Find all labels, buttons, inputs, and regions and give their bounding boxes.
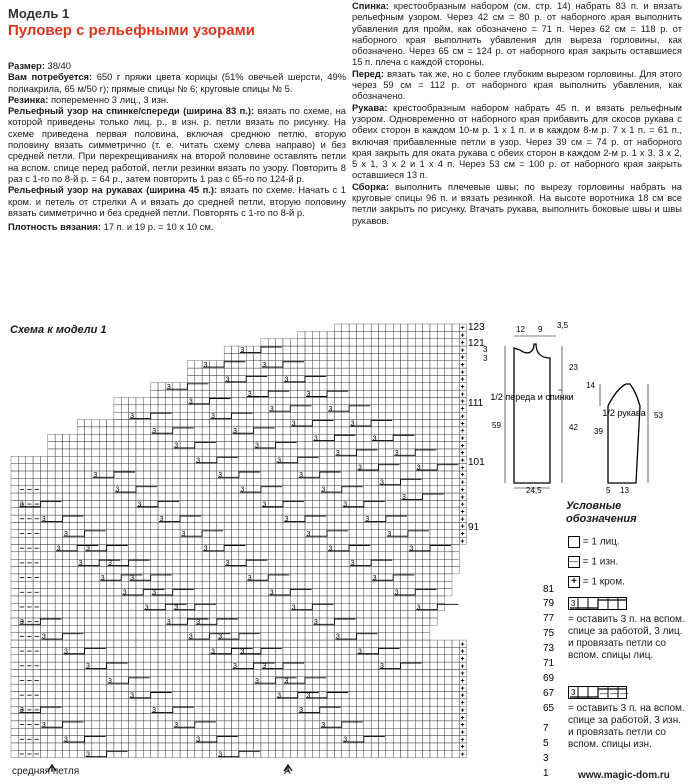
svg-text:+: + <box>460 369 465 377</box>
svg-text:+: + <box>460 486 465 494</box>
chart-title: Схема к модели 1 <box>10 324 107 336</box>
svg-text:3: 3 <box>571 688 576 697</box>
svg-text:+: + <box>460 508 465 516</box>
svg-text:3: 3 <box>86 751 90 759</box>
svg-text:+: + <box>460 744 465 752</box>
svg-text:3: 3 <box>380 479 384 487</box>
svg-text:3: 3 <box>262 663 267 671</box>
row-label: 67 <box>543 688 555 699</box>
svg-text:+: + <box>460 442 465 450</box>
svg-text:3: 3 <box>416 604 421 612</box>
svg-text:3: 3 <box>63 530 68 538</box>
svg-text:3: 3 <box>218 472 223 479</box>
svg-text:+: + <box>460 700 465 708</box>
svg-text:3: 3 <box>343 501 348 509</box>
svg-text:3: 3 <box>210 413 215 421</box>
svg-text:3: 3 <box>350 420 355 428</box>
svg-text:3: 3 <box>262 501 267 509</box>
svg-text:+: + <box>460 376 465 384</box>
svg-text:+: + <box>460 413 465 421</box>
svg-text:+: + <box>460 678 465 685</box>
svg-text:3: 3 <box>277 692 282 700</box>
svg-text:3: 3 <box>122 589 127 597</box>
svg-text:+: + <box>460 479 465 487</box>
svg-text:3: 3 <box>41 633 46 641</box>
svg-text:3: 3 <box>63 736 68 744</box>
row-label: 121 <box>468 338 485 349</box>
svg-text:+: + <box>460 729 465 737</box>
svg-text:3: 3 <box>174 604 179 612</box>
svg-text:3: 3 <box>321 721 326 729</box>
svg-text:+: + <box>460 523 465 531</box>
legend-cable-right: = оставить 3 п. на вспом. спице за работой, 3 изн. и провязать петли со вспом. спицы изн. <box>568 703 685 750</box>
svg-text:+: + <box>460 472 465 480</box>
row-label: 101 <box>468 457 485 468</box>
size-paragraph: Размер: 38/40 <box>8 60 71 71</box>
svg-text:3: 3 <box>328 405 333 413</box>
svg-text:3: 3 <box>357 648 362 656</box>
svg-text:+: + <box>460 494 465 502</box>
svg-text:3: 3 <box>291 604 296 612</box>
svg-text:3: 3 <box>196 619 201 626</box>
row-label: 123 <box>468 322 485 333</box>
svg-text:3: 3 <box>188 398 193 406</box>
cable-left-symbol-icon <box>568 597 628 611</box>
svg-text:3: 3 <box>152 589 157 597</box>
pattern-front-paragraph: Рельефный узор на спинке/спереди (ширина 83 п.): вязать по схеме, на которой приведены только лиц. р., в изн. р. петли вязать по рисунку. На схеме приведена первая половина, включая среднюю петлю, вторую половину вязать симметрично (т. е. читать схему слева направо) и без средней петли. При перекрещиваниях на второй половине оставлять петли на вспом. спице перед работой, петли резинки вязать по узору. Повторить 8 раз с 1-го по 8-й р. = 64 р., затем повторить 1 раз с 65-го по 124-й р. <box>8 105 346 184</box>
svg-text:3: 3 <box>313 435 318 443</box>
svg-text:3: 3 <box>255 442 259 450</box>
row-label: 5 <box>543 738 549 749</box>
row-label: 73 <box>543 643 555 654</box>
svg-text:+: + <box>460 692 465 700</box>
svg-text:3: 3 <box>108 677 112 685</box>
svg-text:3: 3 <box>115 486 120 494</box>
svg-text:3: 3 <box>86 663 90 671</box>
svg-text:3: 3 <box>247 574 252 582</box>
svg-text:3: 3 <box>483 345 488 354</box>
svg-text:+: + <box>460 354 465 362</box>
svg-text:+: + <box>460 516 465 524</box>
svg-text:3: 3 <box>394 589 399 597</box>
svg-text:3: 3 <box>203 545 208 553</box>
svg-text:3: 3 <box>387 530 392 538</box>
svg-text:3: 3 <box>19 501 24 509</box>
svg-text:+: + <box>460 722 465 730</box>
svg-text:+: + <box>460 751 465 759</box>
svg-text:3: 3 <box>269 589 274 597</box>
svg-text:3: 3 <box>210 648 215 656</box>
svg-text:3: 3 <box>299 472 304 479</box>
svg-text:3: 3 <box>19 619 24 626</box>
svg-text:23: 23 <box>569 363 578 372</box>
row-label: 3 <box>543 753 549 764</box>
body-schematic-label: 1/2 переда и спинки <box>490 392 574 402</box>
garment-schematics <box>480 318 689 498</box>
svg-text:3: 3 <box>41 516 46 524</box>
row-label: 111 <box>468 398 484 409</box>
row-label: 7 <box>543 723 549 734</box>
svg-text:3: 3 <box>409 545 414 553</box>
legend-knit: = 1 лиц. <box>568 536 620 549</box>
svg-text:+: + <box>460 685 465 693</box>
svg-text:3: 3 <box>196 736 201 744</box>
row-label: 91 <box>468 522 480 533</box>
row-label: 1 <box>543 768 549 779</box>
svg-text:3: 3 <box>269 405 274 413</box>
svg-text:3: 3 <box>365 516 370 524</box>
svg-text:3: 3 <box>291 420 296 428</box>
purl-symbol-icon: — <box>569 556 579 566</box>
svg-text:+: + <box>460 670 465 678</box>
svg-text:+: + <box>460 435 465 443</box>
svg-text:3: 3 <box>159 516 164 524</box>
legend-cable-left: = оставить 3 п. на вспом. спице за работой, 3 лиц. и провязать петли со вспом. спицы лиц. <box>568 614 685 661</box>
svg-text:3: 3 <box>166 383 171 391</box>
legend-title: Условные обозначения <box>566 500 637 525</box>
svg-text:3: 3 <box>240 486 245 494</box>
svg-text:3: 3 <box>56 545 61 553</box>
svg-text:3: 3 <box>255 677 259 685</box>
svg-text:53: 53 <box>654 411 663 420</box>
svg-text:+: + <box>460 450 465 458</box>
svg-text:3: 3 <box>218 751 223 759</box>
legend-edge: + = 1 кром. <box>568 576 625 589</box>
svg-text:3: 3 <box>93 472 98 479</box>
watermark: www.magic-dom.ru <box>578 770 670 781</box>
svg-text:3: 3 <box>144 604 149 612</box>
svg-text:3: 3 <box>225 560 230 568</box>
model-label: Модель 1 <box>8 6 70 21</box>
svg-text:— — —: — — — <box>600 689 629 698</box>
arrow-a-label: А <box>284 766 291 777</box>
sleeve-schematic-label: 1/2 рукава <box>602 408 646 418</box>
svg-text:3,5: 3,5 <box>557 321 569 330</box>
svg-text:+: + <box>460 391 465 399</box>
svg-text:+: + <box>460 531 465 538</box>
svg-text:+: + <box>460 457 465 465</box>
svg-text:3: 3 <box>196 457 201 465</box>
svg-text:39: 39 <box>594 427 603 436</box>
svg-text:3: 3 <box>350 560 355 568</box>
svg-text:+: + <box>460 707 465 715</box>
row-label: 77 <box>543 613 555 624</box>
svg-text:3: 3 <box>19 707 24 715</box>
svg-text:3: 3 <box>306 391 311 399</box>
svg-text:3: 3 <box>284 677 289 685</box>
edge-symbol-icon: + <box>568 576 580 588</box>
svg-text:3: 3 <box>284 516 289 524</box>
page-title: Пуловер с рельефными узорами <box>8 22 255 39</box>
svg-text:3: 3 <box>313 619 318 626</box>
svg-text:9: 9 <box>538 325 543 334</box>
svg-text:3: 3 <box>571 599 576 608</box>
svg-text:+: + <box>460 501 465 509</box>
svg-text:3: 3 <box>130 574 135 582</box>
body-schematic <box>514 344 550 483</box>
svg-text:3: 3 <box>306 692 311 700</box>
svg-text:14: 14 <box>586 381 595 390</box>
svg-text:3: 3 <box>380 663 384 671</box>
sleeve-schematic <box>608 384 640 483</box>
svg-text:+: + <box>460 714 465 722</box>
svg-text:3: 3 <box>166 619 171 626</box>
svg-text:3: 3 <box>335 633 340 641</box>
svg-text:3: 3 <box>321 486 326 494</box>
svg-text:24,5: 24,5 <box>526 486 542 495</box>
svg-text:3: 3 <box>188 633 193 641</box>
assembly-paragraph: Сборка: выполнить плечевые швы; по вырезу горловины набрать на круговые спицы 96 п. и вязать резинкой. На высоте воротника 18 см все петли закрыть по рисунку. Втачать рукава, выполнить боковые швы и швы рукавов. <box>352 180 682 226</box>
legend-purl: — = 1 изн. <box>569 556 619 568</box>
svg-text:+: + <box>460 332 465 340</box>
svg-text:3: 3 <box>240 347 245 355</box>
row-label: 69 <box>543 673 555 684</box>
row-label: 75 <box>543 628 555 639</box>
row-label: 81 <box>543 584 555 595</box>
row-label: 79 <box>543 598 555 609</box>
back-paragraph: Спинка: крестообразным набором (см. стр. 14) набрать 83 п. и вязать рельефным узором. Через 42 см = 80 р. от наборного края выполнить убавления для пройм, как обозначено = 71 п. Через 62 см = 118 р. от наборного края выполнить убавления для выреза горловины, как обозначено. Через 65 см = 124 р. от наборного края закрыть оставшиеся 15 п. плеча с каждой стороны. <box>352 0 682 68</box>
svg-text:13: 13 <box>620 486 629 495</box>
body-dims <box>483 321 578 495</box>
svg-text:+: + <box>460 538 465 546</box>
svg-text:3: 3 <box>108 560 112 568</box>
svg-text:3: 3 <box>174 442 179 450</box>
svg-text:3: 3 <box>152 427 157 435</box>
svg-text:3: 3 <box>86 545 90 553</box>
svg-text:+: + <box>460 663 465 671</box>
bottom-markers <box>48 765 292 772</box>
svg-text:+: + <box>460 384 465 391</box>
svg-text:3: 3 <box>306 530 311 538</box>
front-paragraph: Перед: вязать так же, но с более глубоким вырезом горловины. Для этого через 59 см = 112 р. от наборного края выполнить убавления, как обозначено. <box>352 67 682 102</box>
svg-text:12: 12 <box>516 325 525 334</box>
svg-text:3: 3 <box>78 560 83 568</box>
svg-text:3: 3 <box>416 464 421 472</box>
instructions-right-column <box>352 0 682 226</box>
svg-text:3: 3 <box>100 574 105 582</box>
svg-text:3: 3 <box>137 501 142 509</box>
svg-text:3: 3 <box>225 376 230 384</box>
svg-text:3: 3 <box>277 457 282 465</box>
svg-text:3: 3 <box>152 707 157 715</box>
chart-grid <box>11 324 467 759</box>
svg-text:3: 3 <box>343 736 348 744</box>
svg-text:+: + <box>460 736 465 744</box>
svg-text:+: + <box>460 325 465 333</box>
svg-text:3: 3 <box>357 464 362 472</box>
svg-text:+: + <box>460 464 465 472</box>
row-label: 71 <box>543 658 555 669</box>
svg-text:3: 3 <box>233 427 237 435</box>
materials-paragraph: Вам потребуется: 650 г пряжи цвета корицы (51% овечьей шерсти, 49% полиакрила, 65 м/50 г); прямые спицы № 6; круговые спицы № 5. <box>8 71 346 94</box>
sleeve-dims <box>586 381 663 495</box>
middle-stitch-label: средняя петля <box>12 766 80 777</box>
svg-text:3: 3 <box>130 692 135 700</box>
svg-text:3: 3 <box>372 574 377 582</box>
svg-text:3: 3 <box>218 633 223 641</box>
svg-text:+: + <box>460 648 465 656</box>
svg-text:3: 3 <box>174 721 179 729</box>
svg-text:3: 3 <box>284 376 289 384</box>
svg-text:59: 59 <box>492 421 501 430</box>
knit-symbol-icon <box>568 536 580 548</box>
svg-text:42: 42 <box>569 423 578 432</box>
svg-text:3: 3 <box>483 354 488 363</box>
svg-text:+: + <box>460 339 465 347</box>
svg-text:3: 3 <box>262 361 267 369</box>
svg-text:+: + <box>460 420 465 428</box>
svg-text:+: + <box>460 361 465 369</box>
svg-text:3: 3 <box>299 707 304 715</box>
pattern-sleeve-paragraph: Рельефный узор на рукавах (ширина 45 п.): вязать по схеме. Начать с 1 кром. и петель от стрелки А и вязать до средней петли, вторую половину вязать симметрично и без средней петли. Повторять с 1-го по 8-й р. <box>8 184 347 218</box>
density-paragraph: Плотность вязания: 17 п. и 19 р. = 10 х 10 см. <box>8 221 214 233</box>
cable-right-symbol-icon <box>568 686 628 700</box>
svg-text:+: + <box>460 428 465 436</box>
instructions-left-column <box>8 60 346 232</box>
svg-text:3: 3 <box>63 648 68 656</box>
svg-text:3: 3 <box>41 721 46 729</box>
svg-text:3: 3 <box>240 648 245 656</box>
svg-text:+: + <box>460 347 465 355</box>
rib-paragraph: Резинка: попеременно 3 лиц., 3 изн. <box>8 93 169 105</box>
svg-text:3: 3 <box>233 663 237 671</box>
svg-text:3: 3 <box>402 494 406 502</box>
svg-text:3: 3 <box>181 530 186 538</box>
svg-text:3: 3 <box>247 391 252 399</box>
svg-text:3: 3 <box>394 449 399 457</box>
sleeve-paragraph: Рукава: крестообразным набором набрать 45 п. и вязать рельефным узором. Одновременно от наборного края прибавить для скосов рукава с обеих сторон в каждом 10-м р. 1 х 1 п. и в каждом 8-м р. 7 х 1 п. = 61 п., включая прибавленные петли в узор. Через 39 см = 74 р. от наборного края закрыть для оката рукава с обеих сторон в каждом 2-м р. 1 х 3, 3 х 2, 5 х 1, 3 х 2 и 1 х 4 п. Через 53 см = 100 р. от наборного края закрыть оставшиеся 13 п. <box>352 101 683 181</box>
svg-text:+: + <box>460 398 465 406</box>
svg-text:+: + <box>460 655 465 663</box>
svg-text:+: + <box>460 406 465 414</box>
svg-text:3: 3 <box>335 449 340 457</box>
svg-text:3: 3 <box>328 545 333 553</box>
svg-text:5: 5 <box>606 486 611 495</box>
row-label: 65 <box>543 703 555 714</box>
svg-text:3: 3 <box>130 413 135 421</box>
svg-text:3: 3 <box>372 435 377 443</box>
svg-text:+: + <box>460 641 465 649</box>
svg-text:3: 3 <box>203 361 208 369</box>
